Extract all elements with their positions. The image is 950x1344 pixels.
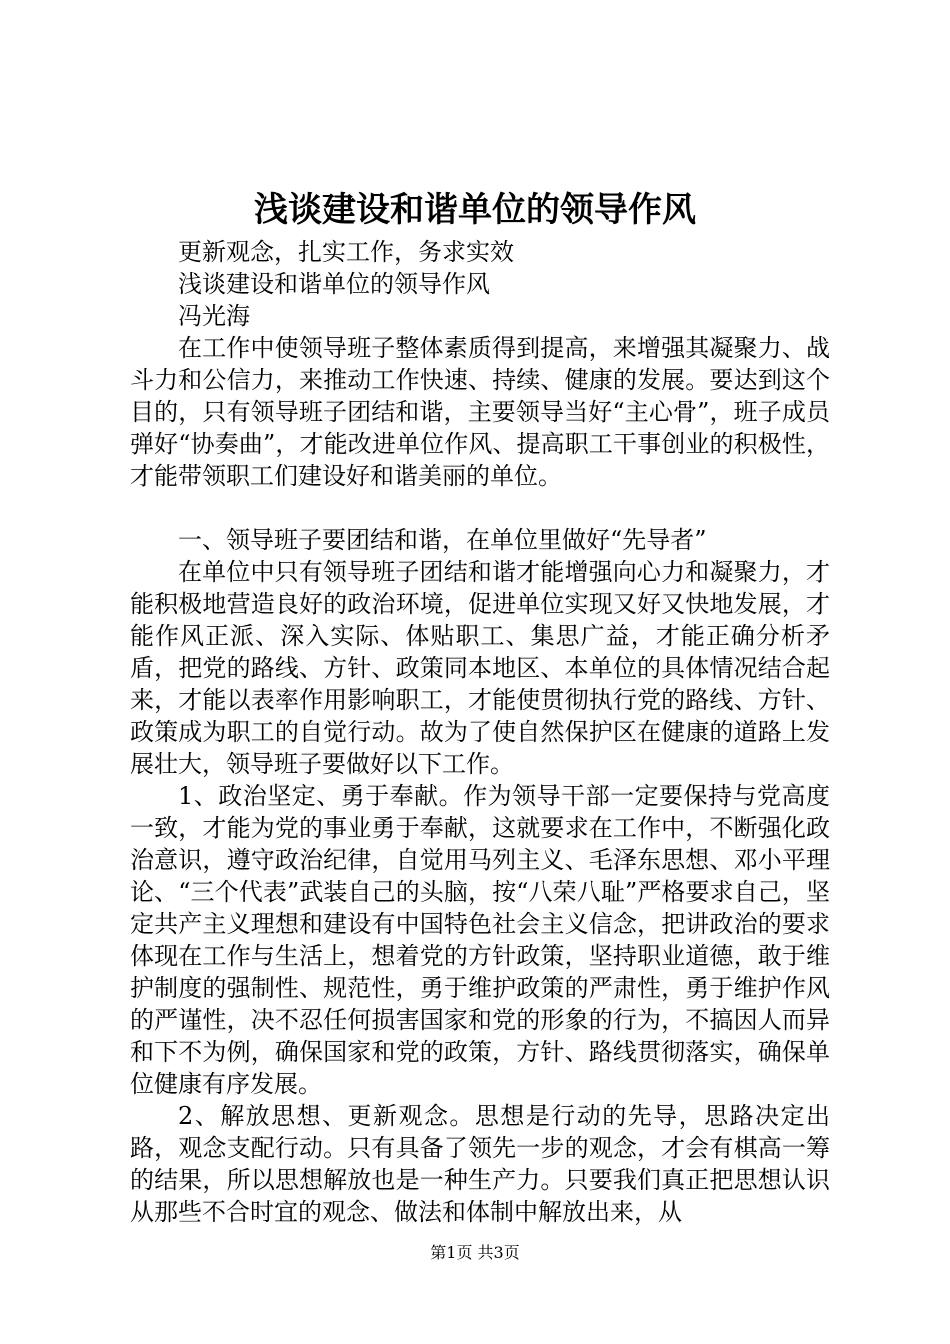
paragraph-intro: 在工作中使领导班子整体素质得到提高，来增强其凝聚力、战斗力和公信力，来推动工作快速、持续、健康的发展。要达到这个目的，只有领导班子团结和谐，主要领导当好“主心骨”，班子成员弹好“协奏曲”，才能改进单位作风、提高职工干事创业的积极性，才能带领职工们建设好和谐美丽的单位。 [130,334,830,490]
paragraph-section-1: 在单位中只有领导班子团结和谐才能增强向心力和凝聚力，才能积极地营造良好的政治环境，促进单位实现又好又快地发展，才能作风正派、深入实际、体贴职工、集思广益，才能正确分析矛盾，把党的路线、方针、政策同本地区、本单位的具体情况结合起来，才能以表率作用影响职工，才能使贯彻执行党的路线、方针、政策成为职工的自觉行动。故为了使自然保护区在健康的道路上发展壮大，领导班子要做好以下工作。 [130,558,830,778]
paragraph-spacer [130,492,830,524]
section-heading-1: 一、领导班子要团结和谐，在单位里做好“先导者” [178,526,707,554]
document-body [130,236,830,1228]
subtitle-line-2: 浅谈建设和谐单位的领导作风 [178,270,490,298]
author-line: 冯光海 [178,302,250,330]
paragraph-point-2: 2、解放思想、更新观念。思想是行动的先导，思路决定出路，观念支配行动。只有具备了领先一步的观念，才会有棋高一筹的结果，所以思想解放也是一种生产力。只要我们真正把思想认识从那些不合时宜的观念、做法和体制中解放出来，从 [130,1102,830,1226]
document-title: 浅谈建设和谐单位的领导作风 [254,190,696,230]
paragraph-point-1: 1、政治坚定、勇于奉献。作为领导干部一定要保持与党高度一致，才能为党的事业勇于奉献，这就要求在工作中，不断强化政治意识，遵守政治纪律，自觉用马列主义、毛泽东思想、邓小平理论、“三个代表”武装自己的头脑，按“八荣八耻”严格要求自己，坚定共产主义理想和建设有中国特色社会主义信念，把讲政治的要求体现在工作与生活上，想着党的方针政策，坚持职业道德，敢于维护制度的强制性、规范性，勇于维护政策的严肃性，勇于维护作风的严谨性，决不忍任何损害国家和党的形象的行为，不搞因人而异和下不为例，确保国家和党的政策，方针、路线贯彻落实，确保单位健康有序发展。 [130,782,830,1098]
subtitle-line-1: 更新观念，扎实工作，务求实效 [178,238,514,266]
page-number-footer: 第1页 共3页 [430,1243,520,1262]
